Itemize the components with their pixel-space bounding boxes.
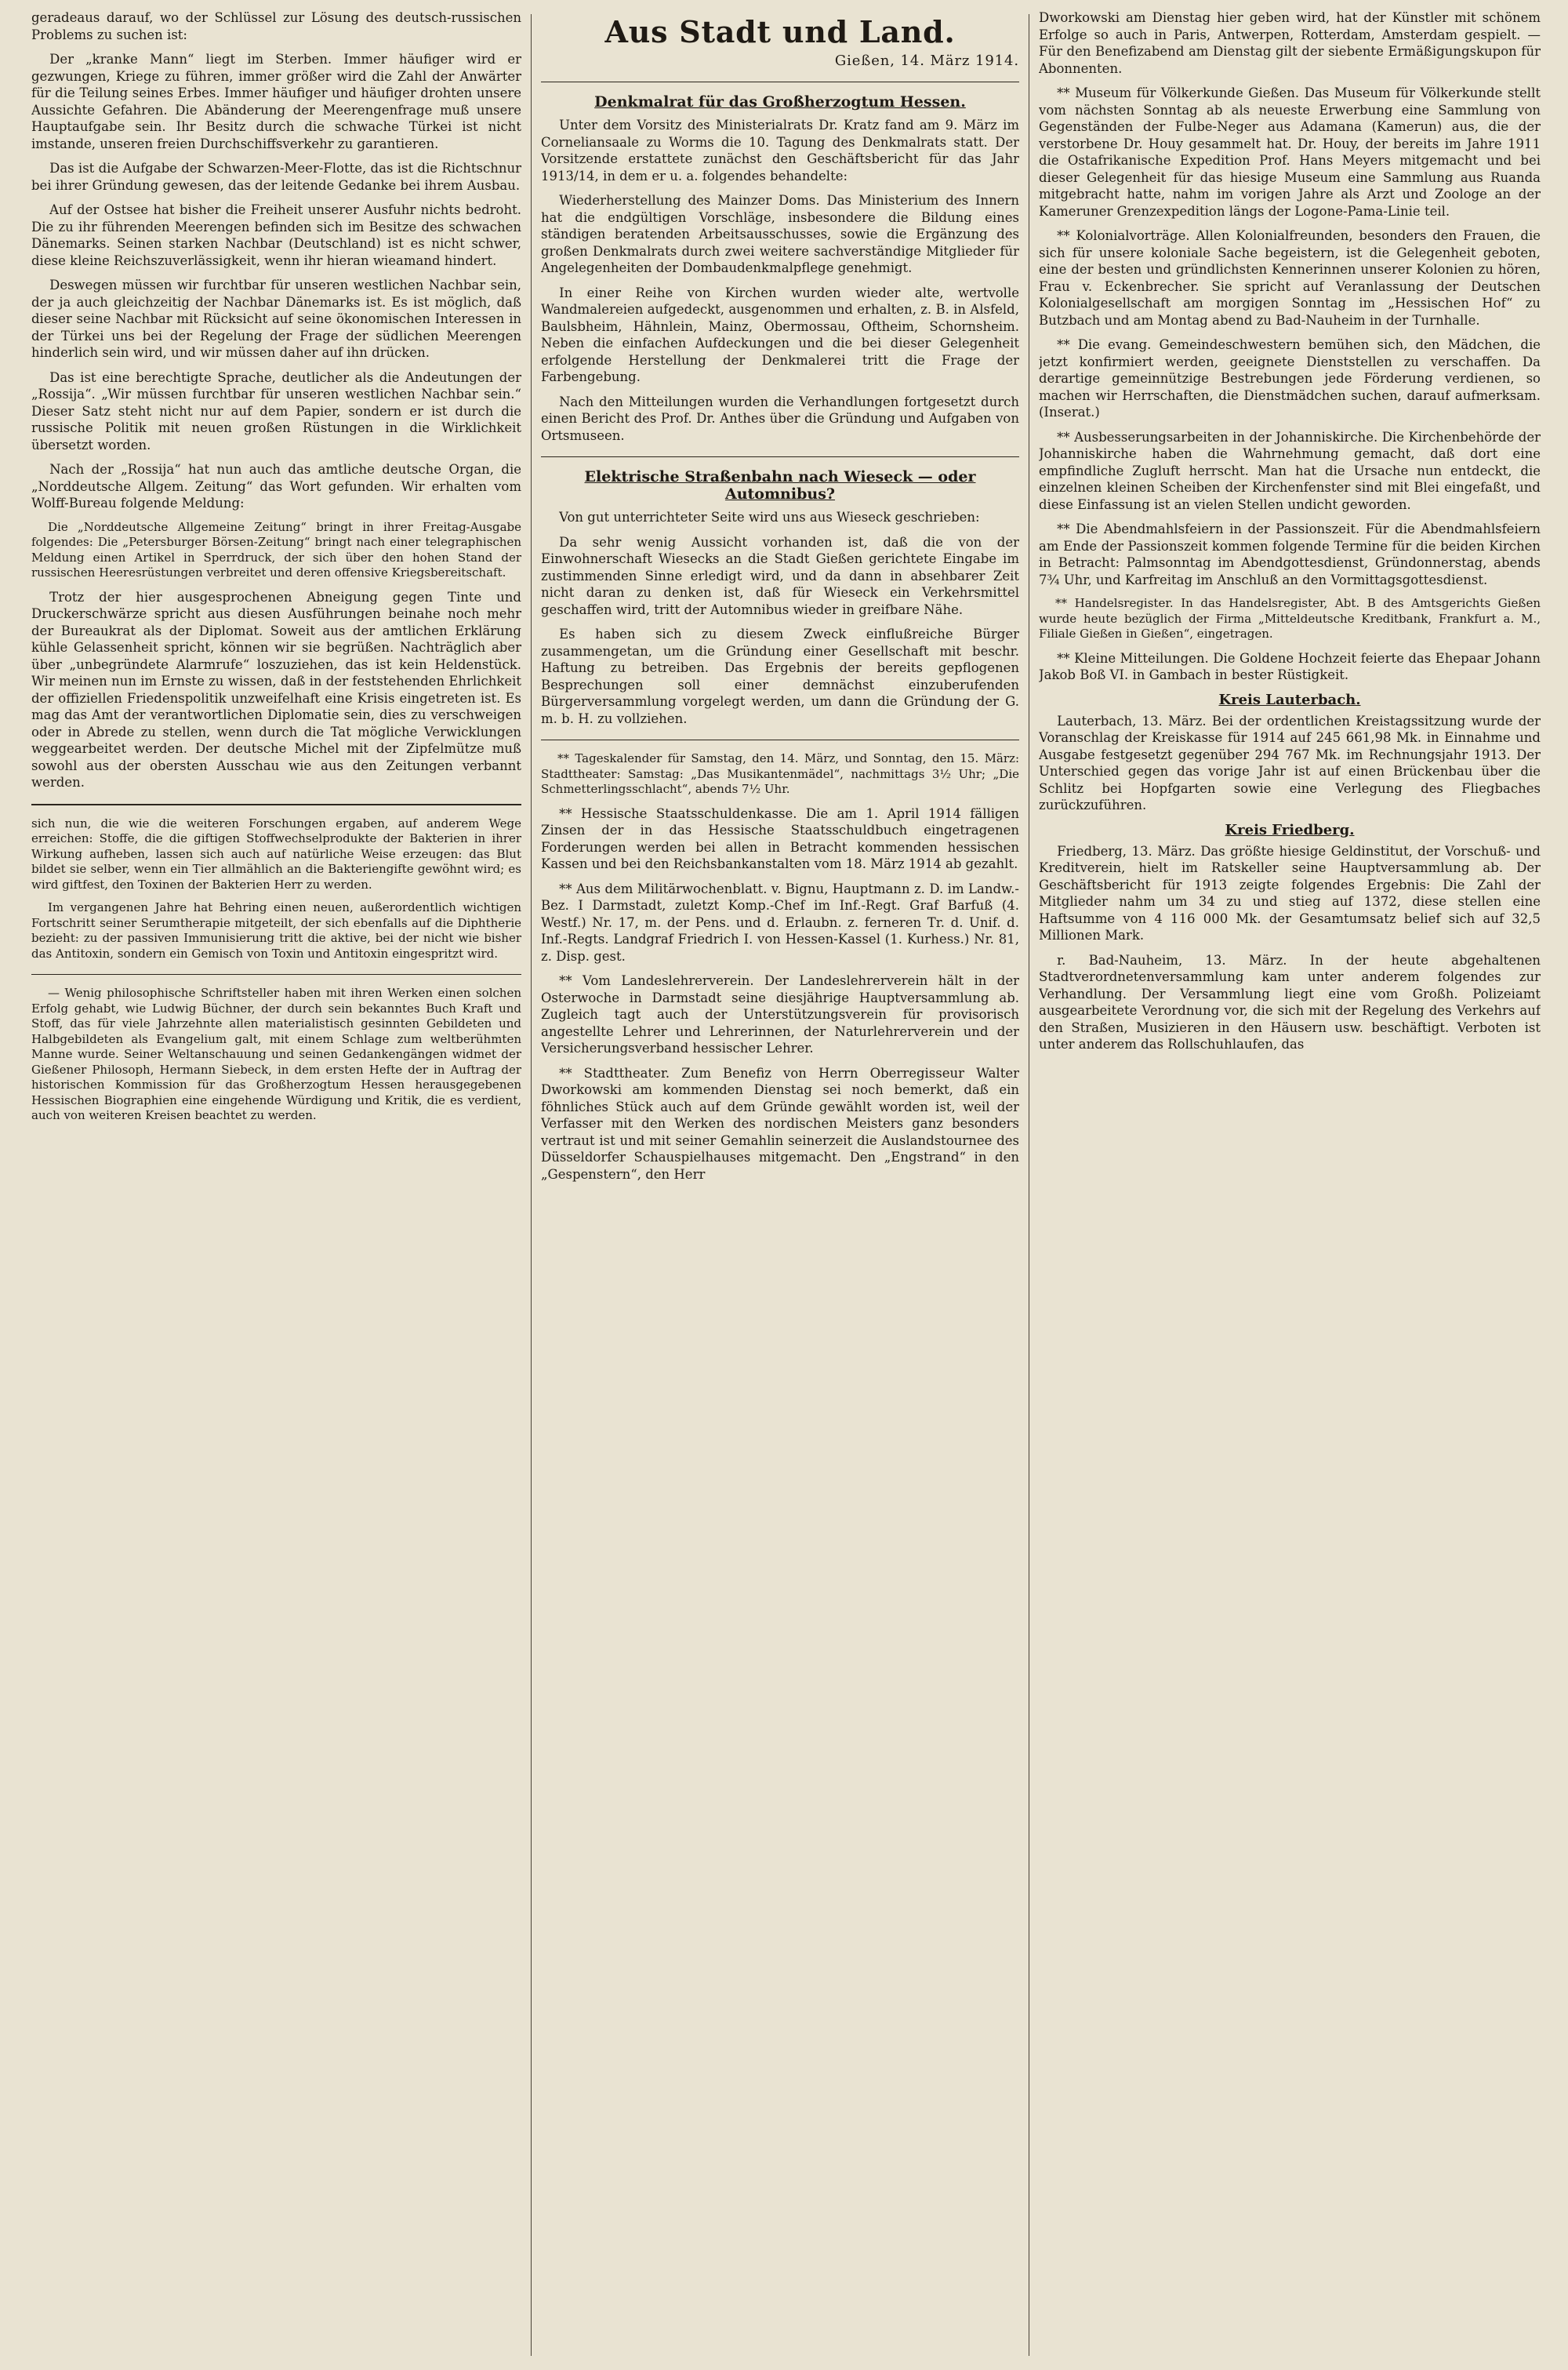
news-item: ** Die evang. Gemeindeschwestern bemühen sich, den Mädchen, die jetzt konfirmiert werden, geeignete Dienststellen zu verschaffen. Da derartige gemeinnützige Bestrebungen jede Förderung verdienen, so machen wir Herrschaften, die Dienstmädchen suchen, darauf aufmerksam. (Inserat.) bbox=[1039, 337, 1541, 420]
news-item: ** Stadttheater. Zum Benefiz von Herrn Oberregisseur Walter Dworkowski am kommenden Dienstag sei noch bemerkt, daß ein föhnliches Stück auch auf dem Gründe gewählt worden ist, weil der Verfasser mit den Werken des nordischen Meisters ganz besonders vertraut ist und mit seiner Gemahlin seinerzeit die Auslandstournee des Düsseldorfer Schauspielhauses mitgemacht. Den „Engstrand“ in den „Gespenstern“, den Herr bbox=[541, 1065, 1019, 1182]
right-column bbox=[1039, 9, 1541, 2361]
news-item: ** Hessische Staatsschuldenkasse. Die am 1. April 1914 fälligen Zinsen der in das Hessische Staatsschuldbuch eingetragenen Forderungen werden bei allen in Betracht kommenden hessischen Kassen und bei den Reichsbankanstalten vom 18. März 1914 ab gezahlt. bbox=[541, 805, 1019, 871]
article-paragraph: Das ist die Aufgabe der Schwarzen-Meer-Flotte, das ist die Richtschnur bei ihrer Gründung gewesen, das der leitende Gedanke bei ihrem Ausbau. bbox=[31, 161, 521, 193]
article-paragraph: In einer Reihe von Kirchen wurden wieder alte, wertvolle Wandmalereien aufgedeckt, ausgenommen und erhalten, z. B. in Alsfeld, Baulsbheim, Hähnlein, Mainz, Obermossau, Oftheim, Schornsheim. Neben die einfachen Aufdeckungen und die bei dieser Gelegenheit erfolgende Herstellung der Denkmalerei tritt die Frage der Farbengebung. bbox=[541, 285, 1019, 384]
article-paragraph: geradeaus darauf, wo der Schlüssel zur Lösung des deutsch-russischen Problems zu suchen ist: bbox=[31, 10, 521, 42]
column-fade bbox=[1039, 2329, 1541, 2361]
article-paragraph: Die „Norddeutsche Allgemeine Zeitung“ bringt in ihrer Freitag-Ausgabe folgendes: Die „Petersburger Börsen-Zeitung“ bringt nach einer telegraphischen Meldung einen Artikel in Sperrdruck, der sich über den hohen Stand der russischen Heeresrüstungen verbreitet und deren offensive Kriegsbereitschaft. bbox=[31, 519, 521, 580]
article-paragraph: Trotz der hier ausgesprochenen Abneigung gegen Tinte und Druckerschwärze spricht aus diesen Ausführungen beinahe noch mehr der Bureaukrat als der Diplomat. Soweit aus der amtlichen Erklärung kühle Gelassenheit spricht, können wir sie begrüßen. Nachträglich aber über „unbegründete Alarmrufe“ loszuziehen, das ist kein Heldenstück. Wir meinen nun im Ernste zu wissen, daß in der feststehenden Ehrlichkeit der offiziellen Friedenspolitik unzweifelhaft eine Krisis eingetreten ist. Es mag das Amt der verantwortlichen Diplomatie sein, dies zu verschweigen oder in Abrede zu stellen, wenn durch die Tat mögliche Verwicklungen weggearbeitet werden. Der deutsche Michel mit der Zipfelmütze muß sowohl aus der obersten Ausschau wie aus den Zeitungen verbannt werden. bbox=[31, 589, 521, 790]
feuilleton-paragraph: Im vergangenen Jahre hat Behring einen neuen, außerordentlich wichtigen Fortschritt seiner Serumtherapie mitgeteilt, der sich ebenfalls auf die Diphtherie bezieht: zu der passiven Immunisierung tritt die aktive, bei der nicht wie bisher das Antitoxin, sondern ein Gemisch von Toxin und Antitoxin eingespritzt wird. bbox=[31, 900, 521, 961]
news-item: ** Kolonialvorträge. Allen Kolonialfreunden, besonders den Frauen, die sich für unsere koloniale Sache begeistern, ist die Gelegenheit geboten, eine der besten und gründlichsten Kennerinnen unserer Kolonien zu hören, Frau v. Eckenbrecher. Sie spricht auf Veranlassung der Deutschen Kolonialgesellschaft am morgigen Sonntag im „Hessischen Hof“ zu Butzbach und am Montag abend zu Bad-Nauheim in der Turnhalle. bbox=[1039, 228, 1541, 328]
article-paragraph: Auf der Ostsee hat bisher die Freiheit unserer Ausfuhr nichts bedroht. Die zu ihr führenden Meerengen befinden sich im Besitze des schwachen Dänemarks. Seinen starken Nachbar (Deutschland) ist es nicht schwer, diese kleine Reichszuverlässigkeit, wenn ihr hieran wieamand hindert. bbox=[31, 202, 521, 268]
column-fade bbox=[31, 2329, 521, 2361]
news-item: Friedberg, 13. März. Das größte hiesige Geldinstitut, der Vorschuß- und Kreditverein, hielt im Ratskeller seine Hauptversammlung ab. Der Geschäftsbericht für 1913 zeigte folgendes Ergebnis: Die Zahl der Mitglieder nahm um 34 zu und stieg auf 1372, diese stellen eine Haftsumme von 4 116 000 Mk. der Gesamtumsatz belief sich auf 32,5 Millionen Mark. bbox=[1039, 843, 1541, 943]
news-item: r. Bad-Nauheim, 13. März. In der heute abgehaltenen Stadtverordnetenversammlung kam unter anderem folgendes zur Verhandlung. Der Versammlung liegt eine vom Großh. Polizeiamt ausgearbeitete Verordnung vor, die sich mit der Regelung des Verkehrs auf den Straßen, Musizieren in den Häusern usw. beschäftigt. Verboten ist unter anderem das Rollschuhlaufen, das bbox=[1039, 952, 1541, 1052]
article-paragraph: Nach den Mitteilungen wurden die Verhandlungen fortgesetzt durch einen Bericht des Prof. Dr. Anthes über die Gründung und Aufgaben von Ortsmuseen. bbox=[541, 394, 1019, 443]
article-paragraph: Es haben sich zu diesem Zweck einflußreiche Bürger zusammengetan, um die Gründung einer Gesellschaft mit beschr. Haftung zu betreiben. Das Ergebnis der bereits gepflogenen Besprechungen soll einer demnächst einzuberufenden Bürgerversammlung vorgelegt werden, um dann die Gründung der G. m. b. H. zu vollziehen. bbox=[541, 627, 1019, 726]
news-item: ** Museum für Völkerkunde Gießen. Das Museum für Völkerkunde stellt vom nächsten Sonntag ab als neueste Erwerbung eine Sammlung von Gegenständen der Fulbe-Neger aus Adamana (Kamerun) aus, die der verstorbene Dr. Houy gesammelt hat. Dr. Houy, der bereits im Jahre 1911 die Ostafrikanische Expedition Prof. Hans Meyers mitgemacht und bei dieser Gelegenheit für das hiesige Museum eine Sammlung aus Ruanda mitgebracht hatte, nahm im vorigen Jahre als Arzt und Zoologe an der Kameruner Grenzexpedition längs der Logone-Pama-Linie teil. bbox=[1039, 85, 1541, 219]
section-heading: Aus Stadt und Land. bbox=[604, 14, 956, 49]
news-item: ** Tageskalender für Samstag, den 14. März, und Sonntag, den 15. März: Stadttheater: Samstag: „Das Musikantenmädel“, nachmittags 3½ Uhr; „Die Schmetterlingsschlacht“, abends 7½ Uhr. bbox=[541, 751, 1019, 796]
article-title: Denkmalrat für das Großherzogtum Hessen. bbox=[594, 93, 966, 111]
news-item: ** Die Abendmahlsfeiern in der Passionszeit. Für die Abendmahlsfeiern am Ende der Passionszeit kommen folgende Termine für die beiden Kirchen in Betracht: Palmsonntag im Abendgottesdienst, Gründonnerstag, abends 7¾ Uhr, und Karfreitag im Anschluß an den Vormittagsgottesdienst. bbox=[1039, 522, 1541, 587]
district-heading: Kreis Lauterbach. bbox=[1218, 691, 1361, 708]
district-heading: Kreis Friedberg. bbox=[1225, 821, 1355, 838]
news-item: ** Ausbesserungsarbeiten in der Johanniskirche. Die Kirchenbehörde der Johanniskirche haben die Wahrnehmung gemacht, daß dort eine empfindliche Zugluft herrscht. Man hat die Ursache nun entdeckt, die einzelnen kleinen Scheiben der Kirchenfenster sind mit Blei eingefaßt, und diese Einfassung ist an vielen Stellen undicht geworden. bbox=[1039, 429, 1541, 512]
article-title: Elektrische Straßenbahn nach Wieseck — oder Automnibus? bbox=[584, 468, 976, 503]
news-item: ** Kleine Mitteilungen. Die Goldene Hochzeit feierte das Ehepaar Johann Jakob Boß VI. in Gambach in bester Rüstigkeit. bbox=[1039, 650, 1541, 682]
news-item: Dworkowski am Dienstag hier geben wird, hat der Künstler mit schönem Erfolge so auch in Paris, Antwerpen, Rotterdam, Amsterdam gespielt. — Für den Benefizabend am Dienstag gilt der siebente Ermäßigungskupon für Abonnenten. bbox=[1039, 10, 1541, 76]
section-divider bbox=[31, 974, 521, 975]
feuilleton-paragraph: sich nun, die wie die weiteren Forschungen ergaben, auf anderem Wege erreichen: Stoffe, die die giftigen Stoffwechselprodukte der Bakterien in ihrer Wirkung aufheben, lassen sich auch auf natürliche Weise erzeugen: das Blut bildet sie selber, wenn ein Tier allmählich an die Bakteriengifte gewöhnt wird; es wird giftfest, den Toxinen der Bakterien Herr zu werden. bbox=[31, 816, 521, 892]
column-fade bbox=[541, 2329, 1019, 2361]
article-paragraph: Von gut unterrichteter Seite wird uns aus Wieseck geschrieben: bbox=[559, 510, 980, 525]
article-paragraph: Nach der „Rossija“ hat nun auch das amtliche deutsche Organ, die „Norddeutsche Allgem. Zeitung“ das Wort gefunden. Wir erhalten vom Wolff-Bureau folgende Meldung: bbox=[31, 462, 521, 511]
article-paragraph: Der „kranke Mann“ liegt im Sterben. Immer häufiger wird er gezwungen, Kriege zu führen, immer größer wird die Zahl der Anwärter für die Teilung seines Erbes. Immer häufiger und häufiger drohten unsere Aussichte Gefahren. Die Abänderung der Meerengenfrage muß unsere Hauptaufgabe sein. Ihr Besitz durch die schwache Türkei ist nicht imstande, unseren freien Durchschiffsverkehr zu garantieren. bbox=[31, 52, 521, 151]
column-rule bbox=[531, 14, 532, 2356]
article-paragraph: Da sehr wenig Aussicht vorhanden ist, daß die von der Einwohnerschaft Wiesecks an die Stadt Gießen gerichtete Eingabe im zustimmenden Sinne erledigt wird, und da dann in absehbarer Zeit nicht daran zu denken ist, daß für Wieseck ein Verkehrsmittel geschaffen wird, tritt der Automnibus wieder in greifbare Nähe. bbox=[541, 534, 1019, 617]
article-paragraph: Wiederherstellung des Mainzer Doms. Das Ministerium des Innern hat die endgültigen Vorschläge, insbesondere die Bildung eines ständigen beratenden Arbeitsausschusses, sowie die Ergänzung des großen Denkmalrats durch zwei weitere sachverständige Mitglieder für Angelegenheiten der Dombaudenkmalpflege genehmigt. bbox=[541, 193, 1019, 275]
news-item: ** Handelsregister. In das Handelsregister, Abt. B des Amtsgerichts Gießen wurde heute bezüglich der Firma „Mitteldeutsche Kreditbank, Frankfurt a. M., Filiale Gießen in Gießen“, eingetragen. bbox=[1039, 596, 1541, 641]
section-divider bbox=[541, 456, 1019, 457]
article-paragraph: Unter dem Vorsitz des Ministerialrats Dr. Kratz fand am 9. März im Corneliansaale zu Worms die 10. Tagung des Denkmalrats statt. Der Vorsitzende erstattete zunächst den Geschäftsbericht für das Jahr 1913/14, in dem er u. a. folgendes behandelte: bbox=[541, 118, 1019, 184]
middle-column bbox=[541, 9, 1019, 2361]
article-paragraph: Deswegen müssen wir furchtbar für unseren westlichen Nachbar sein, der ja auch gleichzeitig der Nachbar Dänemarks ist. Es ist möglich, daß dieser seine Nachbar mit Rücksicht auf seine ökonomischen Interessen in der Türkei uns bei der Regelung der Frage der südlichen Meerengen hinderlich sein wird, und wir müssen daher auf ihn drücken. bbox=[31, 278, 521, 360]
feuilleton-paragraph: — Wenig philosophische Schriftsteller haben mit ihren Werken einen solchen Erfolg gehabt, wie Ludwig Büchner, der durch sein bekanntes Buch Kraft und Stoff, das für viele Jahrzehnte allen materialistisch gesinnten Gebildeten und Halbgebildeten als Evangelium galt, mit einem Schlage zum weltberühmten Manne wurde. Seiner Weltanschauung und seinen Gedankengängen widmet der Gießener Philosoph, Hermann Siebeck, in dem ersten Hefte der in Auftrag der historischen Kommission für das Großherzogtum Hessen herausgegebenen Hessischen Biographien eine eingehende Würdigung und Kritik, die es verdient, auch von weiteren Kreisen beachtet zu werden. bbox=[31, 986, 521, 1122]
news-item: Lauterbach, 13. März. Bei der ordentlichen Kreistagssitzung wurde der Voranschlag der Kreiskasse für 1914 auf 245 661,98 Mk. in Einnahme und Ausgabe festgesetzt gegenüber 294 767 Mk. im Rechnungsjahr 1913. Der Unterschied gegen das vorige Jahr ist auf einen Brückenbau über die Schlitz bei Hopfgarten sowie eine Verlegung des Fliegbaches zurückzuführen. bbox=[1039, 713, 1541, 812]
dateline: Gießen, 14. März 1914. bbox=[834, 53, 1019, 69]
section-divider bbox=[31, 804, 521, 805]
article-paragraph: Das ist eine berechtigte Sprache, deutlicher als die Andeutungen der „Rossija“. „Wir müssen furchtbar für unseren westlichen Nachbar sein.“ Dieser Satz steht nicht nur auf dem Papier, sondern er ist durch die russische Politik mit neuen großen Rüstungen in die Wirklichkeit übersetzt worden. bbox=[31, 369, 521, 453]
news-item: ** Vom Landeslehrerverein. Der Landeslehrerverein hält in der Osterwoche in Darmstadt seine diesjährige Hauptversammlung ab. Zugleich tagt auch der Unterstützungsverein für provisorisch angestellte Lehrer und Lehrerinnen, der Naturlehrerverein und der Versicherungsverband hessischer Lehrer. bbox=[541, 973, 1019, 1056]
news-item: ** Aus dem Militärwochenblatt. v. Bignu, Hauptmann z. D. im Landw.-Bez. I Darmstadt, zuletzt Komp.-Chef im Inf.-Regt. Graf Barfuß (4. Westf.) Nr. 17, m. der Pens. und d. Erlaubn. z. ferneren Tr. d. Unif. d. Inf.-Regts. Landgraf Friedrich I. von Hessen-Kassel (1. Kurhess.) Nr. 81, z. Disp. gest. bbox=[541, 881, 1019, 964]
left-column bbox=[31, 9, 521, 2361]
